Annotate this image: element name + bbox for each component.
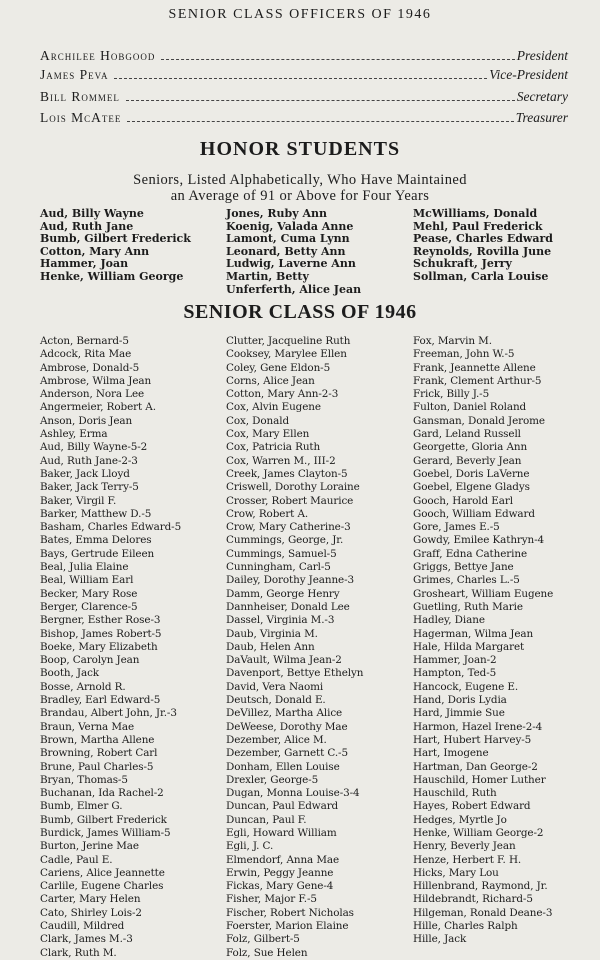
list-item: Henke, William George-2 — [413, 826, 544, 839]
list-item: Elmendorf, Anna Mae — [226, 853, 340, 866]
list-item: Ambrose, Wilma Jean — [40, 374, 152, 387]
list-item: Frick, Billy J.-5 — [413, 388, 490, 401]
list-item: McWilliams, Donald — [413, 207, 538, 220]
list-item: Brune, Paul Charles-5 — [40, 760, 154, 773]
list-item: Frank, Clement Arthur-5 — [413, 374, 542, 387]
list-item: David, Vera Naomi — [226, 680, 324, 693]
list-item: DeWeese, Dorothy Mae — [226, 720, 348, 733]
list-item: Reynolds, Rovilla June — [413, 244, 552, 258]
list-item: Hand, Doris Lydia — [413, 694, 507, 707]
list-item: Aud, Billy Wayne — [40, 207, 144, 220]
class-column-2 — [226, 335, 363, 960]
list-item: Aud, Ruth Jane-2-3 — [40, 454, 138, 467]
list-item: Clutter, Jacqueline Ruth — [226, 335, 351, 347]
list-item: Cariens, Alice Jeannette — [40, 866, 165, 879]
list-item: Schukraft, Jerry — [413, 257, 512, 271]
list-item: Carter, Mary Helen — [40, 893, 141, 906]
list-item: Graff, Edna Catherine — [413, 547, 528, 560]
list-item: Deutsch, Donald E. — [226, 694, 326, 707]
list-item: Cadle, Paul E. — [40, 853, 113, 866]
list-item: Ambrose, Donald-5 — [40, 361, 140, 374]
officer-row-vice-president — [40, 65, 568, 83]
list-item: Bates, Emma Delores — [40, 534, 152, 547]
list-item: Gowdy, Emilee Kathryn-4 — [413, 534, 545, 547]
list-item: Hammer, Joan — [40, 257, 129, 271]
list-item: Hancock, Eugene E. — [413, 680, 519, 693]
list-item: Dailey, Dorothy Jeanne-3 — [226, 574, 355, 587]
list-item: Bryan, Thomas-5 — [40, 773, 128, 786]
list-item: Hayes, Robert Edward — [413, 800, 531, 813]
list-item: Dassel, Virginia M.-3 — [226, 614, 335, 627]
list-item: Jones, Ruby Ann — [226, 207, 327, 220]
list-item: Cotton, Mary Ann — [40, 244, 150, 258]
list-item: Hampton, Ted-5 — [413, 667, 497, 680]
list-item: Gooch, Harold Earl — [413, 494, 513, 507]
list-item: DaVault, Wilma Jean-2 — [226, 654, 342, 667]
list-item: Duncan, Paul F. — [226, 813, 307, 826]
list-item: Egli, Howard William — [226, 826, 337, 839]
list-item: Hillenbrand, Raymond, Jr. — [413, 880, 548, 893]
list-item: Cummings, George, Jr. — [226, 534, 344, 547]
list-item: Pease, Charles Edward — [413, 232, 553, 246]
list-item: Erwin, Peggy Jeanne — [226, 866, 334, 879]
list-item: Egli, J. C. — [226, 840, 274, 853]
list-item: Caudill, Mildred — [40, 920, 125, 933]
list-item: Becker, Mary Rose — [40, 587, 138, 600]
honor-column-1 — [40, 208, 191, 284]
list-item: Gard, Leland Russell — [413, 428, 521, 441]
list-item: Anson, Doris Jean — [40, 414, 133, 427]
list-item: Burdick, James William-5 — [40, 826, 171, 839]
list-item: Bumb, Gilbert Frederick — [40, 232, 191, 246]
list-item: Cox, Donald — [226, 414, 290, 427]
officer-title: Secretary — [516, 89, 568, 104]
honor-column-3 — [413, 208, 553, 284]
dotted-leader — [126, 100, 515, 101]
list-item: Hille, Jack — [413, 933, 467, 946]
list-item: Bumb, Elmer G. — [40, 800, 123, 813]
list-item: Hammer, Joan-2 — [413, 654, 497, 667]
officer-row-secretary — [40, 87, 568, 105]
list-item: Martin, Betty — [226, 269, 309, 283]
class-column-3 — [413, 335, 553, 947]
dotted-leader — [114, 78, 487, 79]
list-item: Dezember, Alice M. — [226, 733, 327, 746]
list-item: Cooksey, Marylee Ellen — [226, 348, 347, 361]
list-item: Koenig, Valada Anne — [226, 219, 354, 233]
officer-row-treasurer — [40, 108, 568, 126]
list-item: Donham, Ellen Louise — [226, 760, 340, 773]
list-item: Grimes, Charles L.-5 — [413, 574, 520, 587]
list-item: Cox, Warren M., III-2 — [226, 454, 336, 467]
honor-subtitle — [0, 172, 600, 204]
list-item: Freeman, John W.-5 — [413, 348, 515, 361]
list-item: Booth, Jack — [40, 667, 99, 680]
list-item: Carlile, Eugene Charles — [40, 880, 164, 893]
list-item: Georgette, Gloria Ann — [413, 441, 528, 454]
list-item: Hartman, Dan George-2 — [413, 760, 538, 773]
list-item: Dannheiser, Donald Lee — [226, 600, 350, 613]
list-item: Davenport, Bettye Ethelyn — [226, 667, 364, 680]
list-item: Cunningham, Carl-5 — [226, 561, 331, 574]
list-item: Crow, Robert A. — [226, 507, 309, 520]
list-item: DeVillez, Martha Alice — [226, 707, 343, 720]
officer-title: President — [516, 48, 568, 63]
list-item: Dezember, Garnett C.-5 — [226, 747, 348, 760]
list-item: Foerster, Marion Elaine — [226, 920, 349, 933]
list-item: Guetling, Ruth Marie — [413, 600, 523, 613]
list-item: Lamont, Cuma Lynn — [226, 232, 350, 246]
list-item: Bishop, James Robert-5 — [40, 627, 162, 640]
list-item: Leonard, Betty Ann — [226, 244, 346, 258]
list-item: Henze, Herbert F. H. — [413, 853, 522, 866]
list-item: Basham, Charles Edward-5 — [40, 521, 182, 534]
list-item: Henke, William George — [40, 269, 184, 283]
list-item: Grosheart, William Eugene — [413, 587, 554, 600]
list-item: Corns, Alice Jean — [226, 374, 315, 387]
list-item: Barker, Matthew D.-5 — [40, 507, 152, 520]
list-item: Harmon, Hazel Irene-2-4 — [413, 720, 543, 733]
list-item: Dugan, Monna Louise-3-4 — [226, 787, 360, 800]
list-item: Coley, Gene Eldon-5 — [226, 361, 331, 374]
list-item: Baker, Jack Lloyd — [40, 467, 130, 480]
list-item: Cox, Mary Ellen — [226, 428, 310, 441]
list-item: Hilgeman, Ronald Deane-3 — [413, 906, 553, 919]
list-item: Fisher, Major F.-5 — [226, 893, 317, 906]
list-item: Acton, Bernard-5 — [40, 335, 129, 347]
list-item: Cotton, Mary Ann-2-3 — [226, 388, 339, 401]
officer-row-president — [40, 46, 568, 64]
list-item: Fox, Marvin M. — [413, 335, 492, 347]
list-item: Daub, Virginia M. — [226, 627, 318, 640]
list-item: Gooch, William Edward — [413, 507, 535, 520]
list-item: Duncan, Paul Edward — [226, 800, 339, 813]
list-item: Cato, Shirley Lois-2 — [40, 906, 142, 919]
list-item: Hildebrandt, Richard-5 — [413, 893, 533, 906]
list-item: Hille, Charles Ralph — [413, 920, 518, 933]
list-item: Angermeier, Robert A. — [40, 401, 156, 414]
list-item: Bradley, Earl Edward-5 — [40, 694, 161, 707]
list-item: Fischer, Robert Nicholas — [226, 906, 354, 919]
list-item: Bays, Gertrude Eileen — [40, 547, 155, 560]
officer-name: Lois McAtee — [40, 110, 122, 125]
list-item: Creek, James Clayton-5 — [226, 467, 348, 480]
list-item: Hart, Hubert Harvey-5 — [413, 733, 532, 746]
list-item: Mehl, Paul Frederick — [413, 219, 543, 233]
list-item: Anderson, Nora Lee — [40, 388, 145, 401]
list-item: Hauschild, Homer Luther — [413, 773, 546, 786]
list-item: Buchanan, Ida Rachel-2 — [40, 787, 164, 800]
list-item: Crow, Mary Catherine-3 — [226, 521, 351, 534]
list-item: Clark, James M.-3 — [40, 933, 133, 946]
list-item: Burton, Jerine Mae — [40, 840, 139, 853]
list-item: Boeke, Mary Elizabeth — [40, 640, 158, 653]
list-item: Brandau, Albert John, Jr.-3 — [40, 707, 177, 720]
list-item: Drexler, George-5 — [226, 773, 319, 786]
list-item: Gore, James E.-5 — [413, 521, 500, 534]
list-item: Hale, Hilda Margaret — [413, 640, 525, 653]
list-item: Goebel, Doris LaVerne — [413, 467, 530, 480]
officer-name: Bill Rommel — [40, 89, 120, 104]
list-item: Hicks, Mary Lou — [413, 866, 499, 879]
list-item: Folz, Gilbert-5 — [226, 933, 300, 946]
list-item: Aud, Billy Wayne-5-2 — [40, 441, 148, 454]
honor-column-2 — [226, 208, 361, 296]
list-item: Berger, Clarence-5 — [40, 600, 138, 613]
list-item: Clark, Ruth M. — [40, 946, 117, 959]
senior-class-heading: SENIOR CLASS OF 1946 — [183, 301, 417, 323]
list-item: Cox, Patricia Ruth — [226, 441, 321, 454]
list-item: Criswell, Dorothy Loraine — [226, 481, 360, 494]
list-item: Browning, Robert Carl — [40, 747, 158, 760]
list-item: Gansman, Donald Jerome — [413, 414, 545, 427]
list-item: Boop, Carolyn Jean — [40, 654, 140, 667]
list-item: Ludwig, Laverne Ann — [226, 257, 356, 271]
dotted-leader — [161, 59, 514, 60]
list-item: Adcock, Rita Mae — [40, 348, 132, 361]
list-item: Henry, Beverly Jean — [413, 840, 516, 853]
list-item: Damm, George Henry — [226, 587, 340, 600]
list-item: Brown, Martha Allene — [40, 733, 155, 746]
officer-name: James Peva — [40, 67, 109, 82]
list-item: Baker, Virgil F. — [40, 494, 117, 507]
officer-title: Treasurer — [515, 110, 568, 125]
list-item: Beal, William Earl — [40, 574, 134, 587]
honor-subtitle-line2: an Average of 91 or Above for Four Years — [170, 188, 430, 204]
list-item: Hauschild, Ruth — [413, 787, 497, 800]
list-item: Crosser, Robert Maurice — [226, 494, 354, 507]
officer-title: Vice-President — [489, 67, 568, 82]
list-item: Hedges, Myrtle Jo — [413, 813, 507, 826]
list-item: Baker, Jack Terry-5 — [40, 481, 139, 494]
list-item: Hard, Jimmie Sue — [413, 707, 505, 720]
honor-students-heading: HONOR STUDENTS — [199, 138, 401, 160]
list-item: Bosse, Arnold R. — [40, 680, 126, 693]
officers-title: SENIOR CLASS OFFICERS OF 1946 — [168, 7, 432, 22]
list-item: Bumb, Gilbert Frederick — [40, 813, 167, 826]
list-item: Cox, Alvin Eugene — [226, 401, 321, 414]
list-item: Braun, Verna Mae — [40, 720, 135, 733]
list-item: Griggs, Bettye Jane — [413, 561, 514, 574]
list-item: Unferferth, Alice Jean — [226, 282, 362, 296]
list-item: Goebel, Elgene Gladys — [413, 481, 530, 494]
list-item: Bergner, Esther Rose-3 — [40, 614, 161, 627]
list-item: Fickas, Mary Gene-4 — [226, 880, 334, 893]
list-item: Gerard, Beverly Jean — [413, 454, 522, 467]
officer-name: Archilee Hobgood — [40, 48, 156, 63]
list-item: Cummings, Samuel-5 — [226, 547, 337, 560]
list-item: Sollman, Carla Louise — [413, 269, 549, 283]
list-item: Hart, Imogene — [413, 747, 489, 760]
dotted-leader — [127, 121, 513, 122]
list-item: Folz, Sue Helen — [226, 946, 308, 959]
list-item: Beal, Julia Elaine — [40, 561, 129, 574]
list-item: Hagerman, Wilma Jean — [413, 627, 534, 640]
list-item: Daub, Helen Ann — [226, 640, 315, 653]
class-column-1 — [40, 335, 181, 960]
list-item: Hadley, Diane — [413, 614, 485, 627]
honor-subtitle-line1: Seniors, Listed Alphabetically, Who Have Maintained — [133, 172, 467, 188]
list-item: Fulton, Daniel Roland — [413, 401, 527, 414]
list-item: Frank, Jeannette Allene — [413, 361, 536, 374]
list-item: Aud, Ruth Jane — [40, 219, 134, 233]
list-item: Ashley, Erma — [40, 428, 108, 441]
